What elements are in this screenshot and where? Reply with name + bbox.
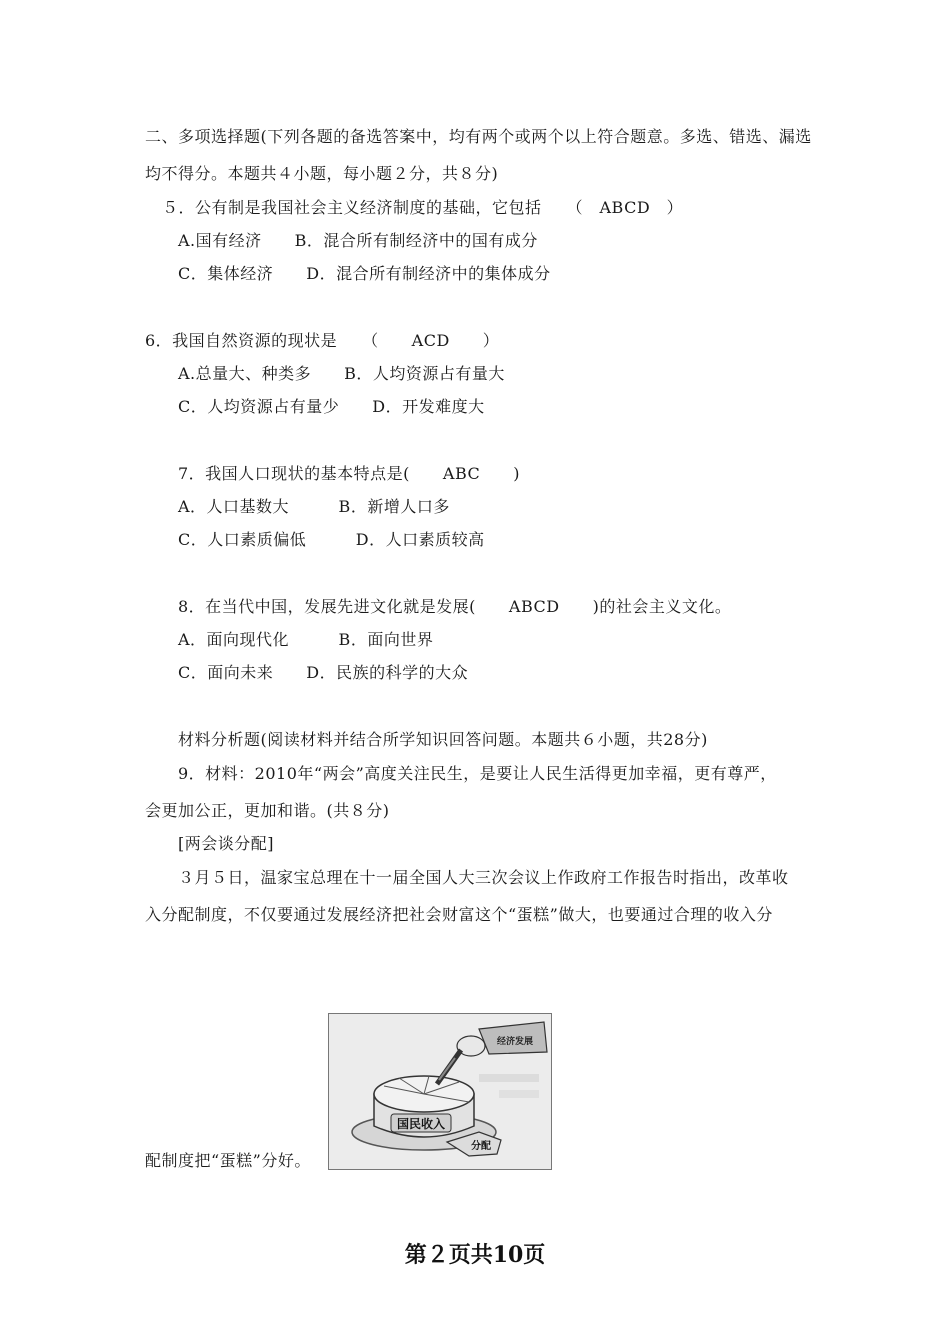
q6-stem: 6．我国自然资源的现状是 （ ACD ） [145, 331, 500, 350]
q8-options-row2: C．面向未来 D．民族的科学的大众 [178, 663, 469, 682]
cake-cartoon-image [328, 1013, 552, 1170]
q9-material-line2: 会更加公正，更加和谐。(共８分) [145, 801, 390, 820]
q9-material-line1: 9．材料：2010年“两会”高度关注民生，是要让人民生活得更加幸福，更有尊严， [178, 764, 777, 783]
section2-heading-line1: 二、多项选择题(下列各题的备选答案中，均有两个或两个以上符合题意。多选、错选、漏选 [145, 127, 812, 146]
material-paragraph-line1: ３月５日，温家宝总理在十一届全国人大三次会议上作政府工作报告时指出，改革收 [178, 868, 789, 887]
q5-options-row1: A.国有经济 B．混合所有制经济中的国有成分 [178, 231, 538, 250]
q7-options-row1: A．人口基数大 B．新增人口多 [178, 497, 450, 516]
material-paragraph-line2: 入分配制度，不仅要通过发展经济把社会财富这个“蛋糕”做大，也要通过合理的收入分 [145, 905, 773, 924]
q5-stem: ５．公有制是我国社会主义经济制度的基础，它包括 （ ABCD ） [162, 198, 684, 217]
section3-heading: 材料分析题(阅读材料并结合所学知识回答问题。本题共６小题，共28分) [178, 730, 708, 749]
q5-options-row2: C．集体经济 D．混合所有制经济中的集体成分 [178, 264, 551, 283]
sleeve-label: 经济发展 [496, 1037, 534, 1047]
q6-options-row1: A.总量大、种类多 B．人均资源占有量大 [178, 364, 505, 383]
q7-options-row2: C．人口素质偏低 D．人口素质较高 [178, 530, 485, 549]
q6-options-row2: C．人均资源占有量少 D．开发难度大 [178, 397, 485, 416]
q8-stem: 8．在当代中国，发展先进文化就是发展( ABCD )的社会主义文化。 [178, 597, 732, 616]
server-label: 分配 [471, 1141, 491, 1152]
page-number-footer: 第２页共10页 [404, 1242, 546, 1268]
cake-label: 国民收入 [396, 1117, 446, 1131]
section2-heading-line2: 均不得分。本题共４小题，每小题２分，共８分) [145, 164, 499, 183]
material-paragraph-line3: 配制度把“蛋糕”分好。 [145, 1151, 311, 1170]
material-tag: [两会谈分配] [178, 834, 274, 853]
q8-options-row1: A．面向现代化 B．面向世界 [178, 630, 434, 649]
q7-stem: 7．我国人口现状的基本特点是( ABC ) [178, 464, 521, 483]
